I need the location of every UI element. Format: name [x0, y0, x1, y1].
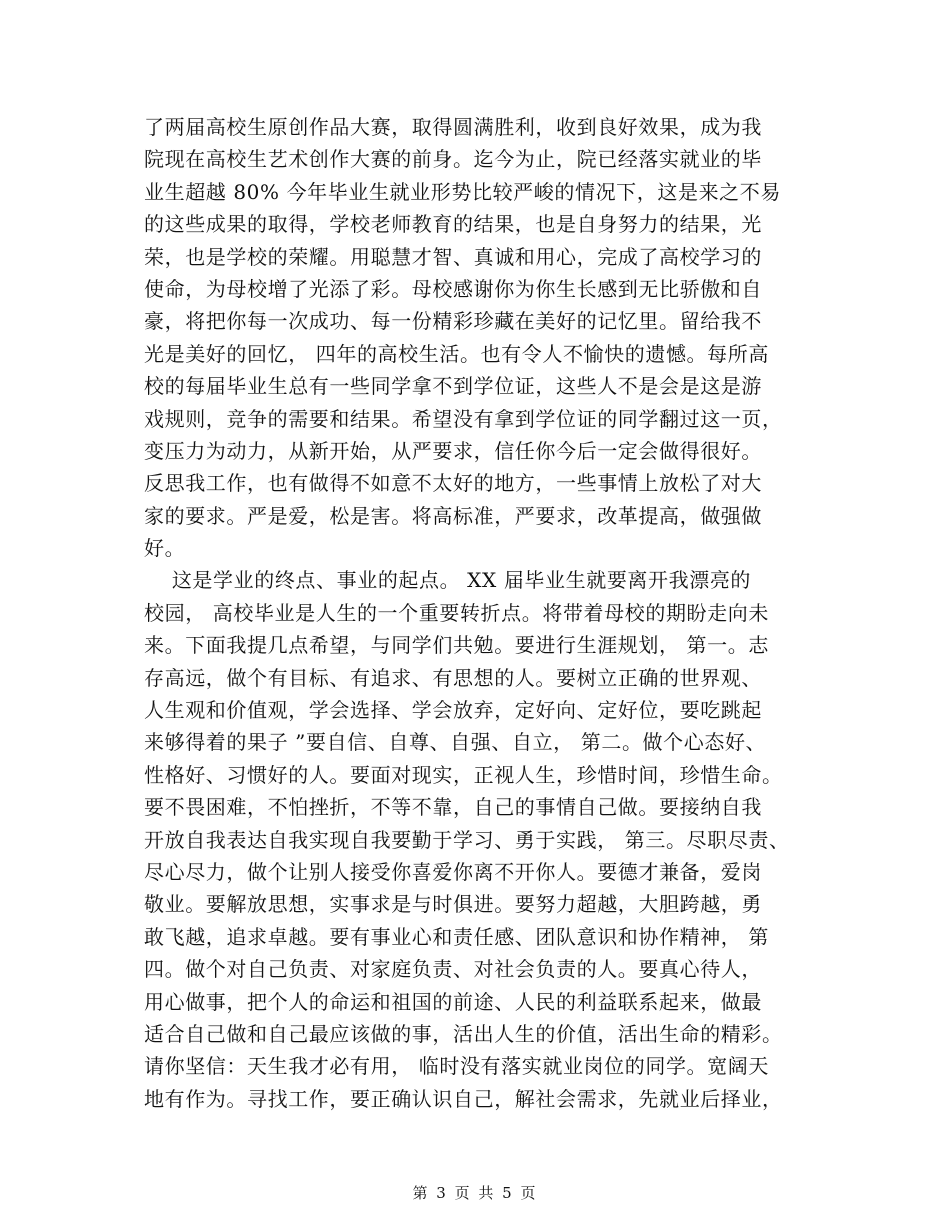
text-line: 请你坚信：天生我才必有用， 临时没有落实就业岗位的同学。宽阔天: [144, 1054, 769, 1079]
text-line: 要不畏困难，不怕挫折，不等不靠，自己的事情自己做。要接纳自我: [144, 795, 762, 820]
text-line: 四。做个对自己负责、对家庭负责、对社会负责的人。要真心待人，: [144, 957, 762, 982]
text-line: 来。下面我提几点希望，与同学们共勉。要进行生涯规划， 第一。志: [144, 633, 769, 658]
text-line: 反思我工作，也有做得不如意不太好的地方，一些事情上放松了对大: [144, 471, 762, 496]
text-line: 业生超越 80% 今年毕业生就业形势比较严峻的情况下，这是来之不易: [144, 179, 781, 204]
text-line: 尽心尽力，做个让别人接受你喜爱你离不开你人。要德才兼备，爱岗: [144, 859, 762, 884]
page-footer: 第 3 页 共 5 页: [412, 1184, 538, 1202]
text-line: 校的每届毕业生总有一些同学拿不到学位证，这些人不是会是这是游: [144, 374, 762, 399]
text-line: 荣，也是学校的荣耀。用聪慧才智、真诚和用心，完成了高校学习的: [144, 244, 762, 269]
text-line: 变压力为动力，从新开始，从严要求，信任你今后一定会做得很好。: [144, 438, 762, 463]
text-line: 用心做事，把个人的命运和祖国的前途、人民的利益联系起来，做最: [144, 989, 762, 1014]
text-line: 人生观和价值观，学会选择、学会放弃，定好向、定好位，要吃跳起: [144, 698, 762, 723]
text-line: 存高远，做个有目标、有追求、有思想的人。要树立正确的世界观、: [144, 665, 762, 690]
text-line: 家的要求。严是爱，松是害。将高标准，严要求，改革提高，做强做: [144, 503, 762, 528]
text-line: 校园， 高校毕业是人生的一个重要转折点。将带着母校的期盼走向未: [144, 600, 769, 625]
text-line: 好。: [144, 536, 186, 561]
text-line: 光是美好的回忆， 四年的高校生活。也有令人不愉快的遗憾。每所高: [144, 341, 769, 366]
text-line: 院现在高校生艺术创作大赛的前身。迄今为止，院已经落实就业的毕: [144, 147, 762, 172]
text-line: 豪，将把你每一次成功、每一份精彩珍藏在美好的记忆里。留给我不: [144, 309, 762, 334]
text-line: 来够得着的果子 ”要自信、自尊、自强、自立， 第二。做个心态好、: [144, 730, 767, 755]
text-line: 使命，为母校增了光添了彩。母校感谢你为你生长感到无比骄傲和自: [144, 276, 762, 301]
body-text: [144, 111, 824, 1115]
text-line: 开放自我表达自我实现自我要勤于学习、勇于实践， 第三。尽职尽责、: [144, 827, 790, 852]
text-line: 地有作为。寻找工作，要正确认识自己，解社会需求，先就业后择业，: [144, 1086, 783, 1111]
text-line: 这是学业的终点、事业的起点。 XX 届毕业生就要离开我漂亮的: [144, 568, 752, 593]
text-line: 适合自己做和自己最应该做的事，活出人生的价值，活出生命的精彩。: [144, 1021, 783, 1046]
text-line: 戏规则，竞争的需要和结果。希望没有拿到学位证的同学翻过这一页，: [144, 406, 783, 431]
text-line: 了两届高校生原创作品大赛，取得圆满胜利，收到良好效果，成为我: [144, 115, 762, 139]
text-line: 性格好、习惯好的人。要面对现实，正视人生，珍惜时间，珍惜生命。: [144, 762, 783, 787]
text-line: 敬业。要解放思想，实事求是与时俱进。要努力超越，大胆跨越，勇: [144, 892, 762, 917]
text-line: 敢飞越，追求卓越。要有事业心和责任感、团队意识和协作精神， 第: [144, 924, 769, 949]
text-line: 的这些成果的取得，学校老师教育的结果，也是自身努力的结果，光: [144, 212, 762, 237]
